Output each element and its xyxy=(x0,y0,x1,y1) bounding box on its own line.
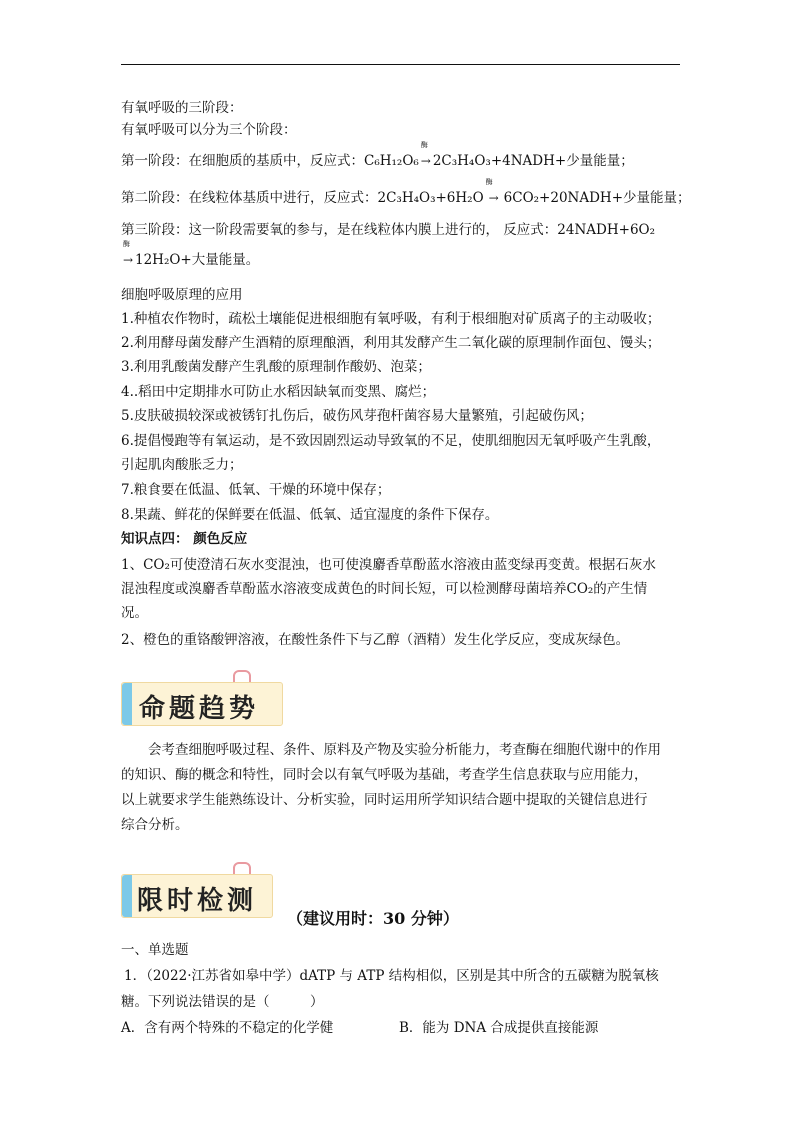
question-1-line1: 1．（2022·江苏省如皋中学）dATP 与 ATP 结构相似，区别是其中所含的五碳糖为脱氧核 xyxy=(124,968,659,984)
stage1-line xyxy=(121,141,634,171)
option-a[interactable]: A．含有两个特殊的不稳定的化学健 xyxy=(121,1020,334,1036)
application-title: 细胞呼吸原理的应用 xyxy=(121,287,243,303)
stage2-label: 第二阶段：在线粒体基质中进行，反应式：2C₃H₄O₃+6H₂O xyxy=(121,190,484,206)
application-item: 4..稻田中定期排水可防止水稻因缺氧而变黑、腐烂； xyxy=(121,384,436,400)
application-item: 引起肌肉酸胀乏力； xyxy=(121,457,243,473)
stage1-label: 第一阶段：在细胞质的基质中，反应式：C₆H₁₂O₆ xyxy=(121,153,419,169)
quiz-banner-label: 限时检测 xyxy=(137,886,258,916)
knowledge4-line: 混浊程度或溴麝香草酚蓝水溶液变成黄色的时间长短，可以检测酵母菌培养CO₂的产生情 xyxy=(121,581,648,597)
enzyme-arrow: 酶 → xyxy=(485,178,499,205)
knowledge4-line: 1、CO₂可使澄清石灰水变混浊，也可使溴麝香草酚蓝水溶液由蓝变绿再变黄。根据石灰水 xyxy=(121,557,656,573)
knowledge4-title: 知识点四： 颜色反应 xyxy=(121,531,248,547)
quiz-section-title: 一、单选题 xyxy=(121,942,189,958)
knowledge4-line: 2、橙色的重铬酸钾溶液，在酸性条件下与乙醇（酒精）发生化学反应，变成灰绿色。 xyxy=(121,632,630,648)
banner-edge xyxy=(122,683,132,725)
application-item: 7.粮食要在低温、低氧、干燥的环境中保存； xyxy=(121,482,391,498)
stage3-product: 12H₂O+大量能量。 xyxy=(135,252,260,268)
knowledge4-line: 况。 xyxy=(121,605,148,621)
stage3-line xyxy=(121,240,260,270)
stage2-line xyxy=(121,178,691,208)
application-item: 6.提倡慢跑等有氧运动，是不致因剧烈运动导致氧的不足，使肌细胞因无氧呼吸产生乳酸， xyxy=(121,433,661,449)
aerobic-intro: 有氧呼吸可以分为三个阶段： xyxy=(121,122,297,138)
trend-line: 综合分析。 xyxy=(121,817,189,833)
enzyme-arrow: 酶 → xyxy=(420,141,431,168)
application-item: 3.利用乳酸菌发酵产生乳酸的原理制作酸奶、泡菜； xyxy=(121,359,431,375)
stage1-product: 2C₃H₄O₃+4NADH+少量能量； xyxy=(432,153,634,169)
suggested-time: （建议用时：30 分钟） xyxy=(287,909,459,928)
stage2-product: 6CO₂+20NADH+少量能量； xyxy=(503,190,691,206)
option-b[interactable]: B．能为 DNA 合成提供直接能源 xyxy=(399,1020,599,1036)
enzyme-arrow: 酶 → xyxy=(122,240,134,267)
banner-edge xyxy=(122,875,132,917)
application-item: 5.皮肤破损较深或被锈钉扎伤后，破伤风芽孢杆菌容易大量繁殖，引起破伤风； xyxy=(121,408,593,424)
application-item: 8.果蔬、鲜花的保鲜要在低温、低氧、适宜湿度的条件下保存。 xyxy=(121,507,499,523)
quiz-banner xyxy=(121,860,291,920)
stage3-label: 第三阶段：这一阶段需要氧的参与，是在线粒体内膜上进行的， 反应式：24NADH+6O₂ xyxy=(121,222,656,238)
question-1-line2: 糖。下列说法错误的是（ ） xyxy=(121,994,324,1010)
application-item: 1.种植农作物时，疏松土壤能促进根细胞有氧呼吸，有利于根细胞对矿质离子的主动吸收； xyxy=(121,311,661,327)
header-rule xyxy=(121,64,680,65)
trend-line: 以上就要求学生能熟练设计、分析实验，同时运用所学知识结合题中提取的关键信息进行 xyxy=(121,792,648,808)
trend-line: 的知识、酶的概念和特性，同时会以有氧气呼吸为基础，考查学生信息获取与应用能力， xyxy=(121,767,648,783)
application-item: 2.利用酵母菌发酵产生酒精的原理酿酒，利用其发酵产生二氧化碳的原理制作面包、馒头； xyxy=(121,335,661,351)
aerobic-title: 有氧呼吸的三阶段： xyxy=(121,100,243,116)
trend-banner xyxy=(121,668,291,728)
trend-banner-label: 命题趋势 xyxy=(139,694,260,724)
trend-line: 会考查细胞呼吸过程、条件、原料及产物及实验分析能力，考查酶在细胞代谢中的作用 xyxy=(148,742,661,758)
